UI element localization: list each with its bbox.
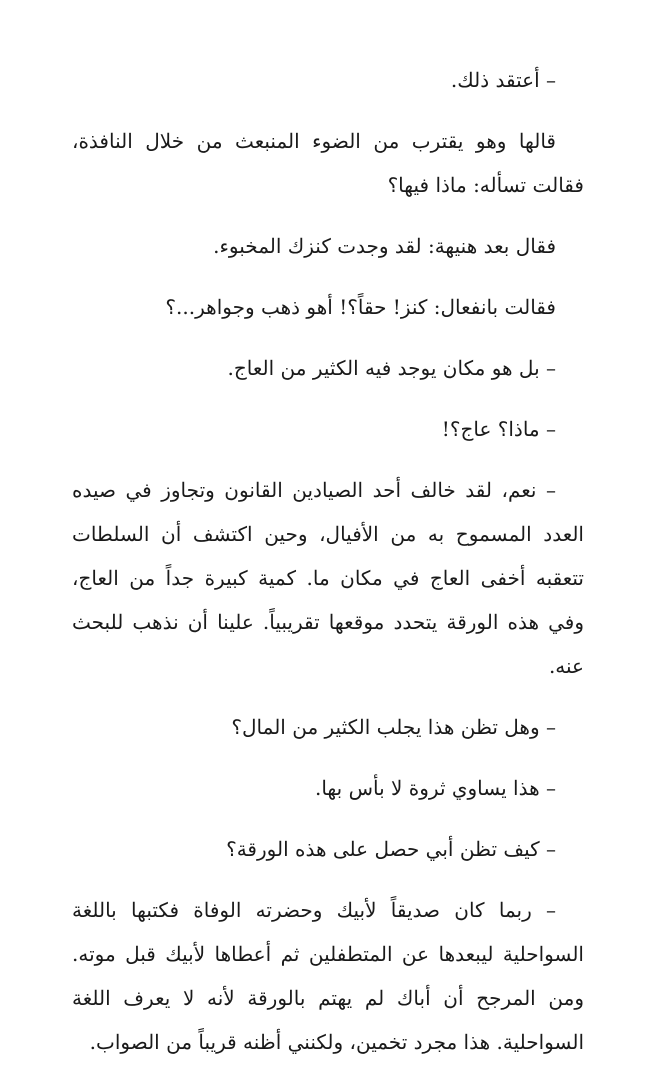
paragraph-1: – أعتقد ذلك. xyxy=(450,68,556,92)
paragraph-8: – وهل تظن هذا يجلب الكثير من المال؟ xyxy=(231,715,556,739)
paragraph-5: – بل هو مكان يوجد فيه الكثير من العاج. xyxy=(227,356,556,380)
paragraph-7: – نعم، لقد خالف أحد الصيادين القانون وتجاوز في صيده العدد المسموح به من الأفيال، وحين اكتشف أن السلطات تتعقبه أخفى العاج في مكان ما. كمية كبيرة جداً من العاج، وفي هذه الورقة يتحدد موقعها تقريبياً. علينا أن نذهب للبحث عنه. xyxy=(72,478,585,678)
book-page xyxy=(72,58,584,1081)
paragraph-10: – كيف تظن أبي حصل على هذه الورقة؟ xyxy=(226,837,556,861)
paragraph-11: – ربما كان صديقاً لأبيك وحضرته الوفاة فكتبها باللغة السواحلية ليبعدها عن المتطفلين ثم أعطاها لأبيك قبل موته. ومن المرجح أن أباك لم يهتم بالورقة لأنه لا يعرف اللغة السواحلية. هذا مجرد تخمين، ولكنني أظنه قريباً من الصواب. xyxy=(72,898,584,1054)
paragraph-4: فقالت بانفعال: كنز! حقاً؟! أهو ذهب وجواهر...؟ xyxy=(165,295,556,319)
paragraph-6: – ماذا؟ عاج؟! xyxy=(441,417,556,441)
paragraph-2: قالها وهو يقترب من الضوء المنبعث من خلال النافذة، فقالت تسأله: ماذا فيها؟ xyxy=(72,129,584,197)
paragraph-9: – هذا يساوي ثروة لا بأس بها. xyxy=(314,776,556,800)
paragraph-3: فقال بعد هنيهة: لقد وجدت كنزك المخبوء. xyxy=(213,234,556,258)
